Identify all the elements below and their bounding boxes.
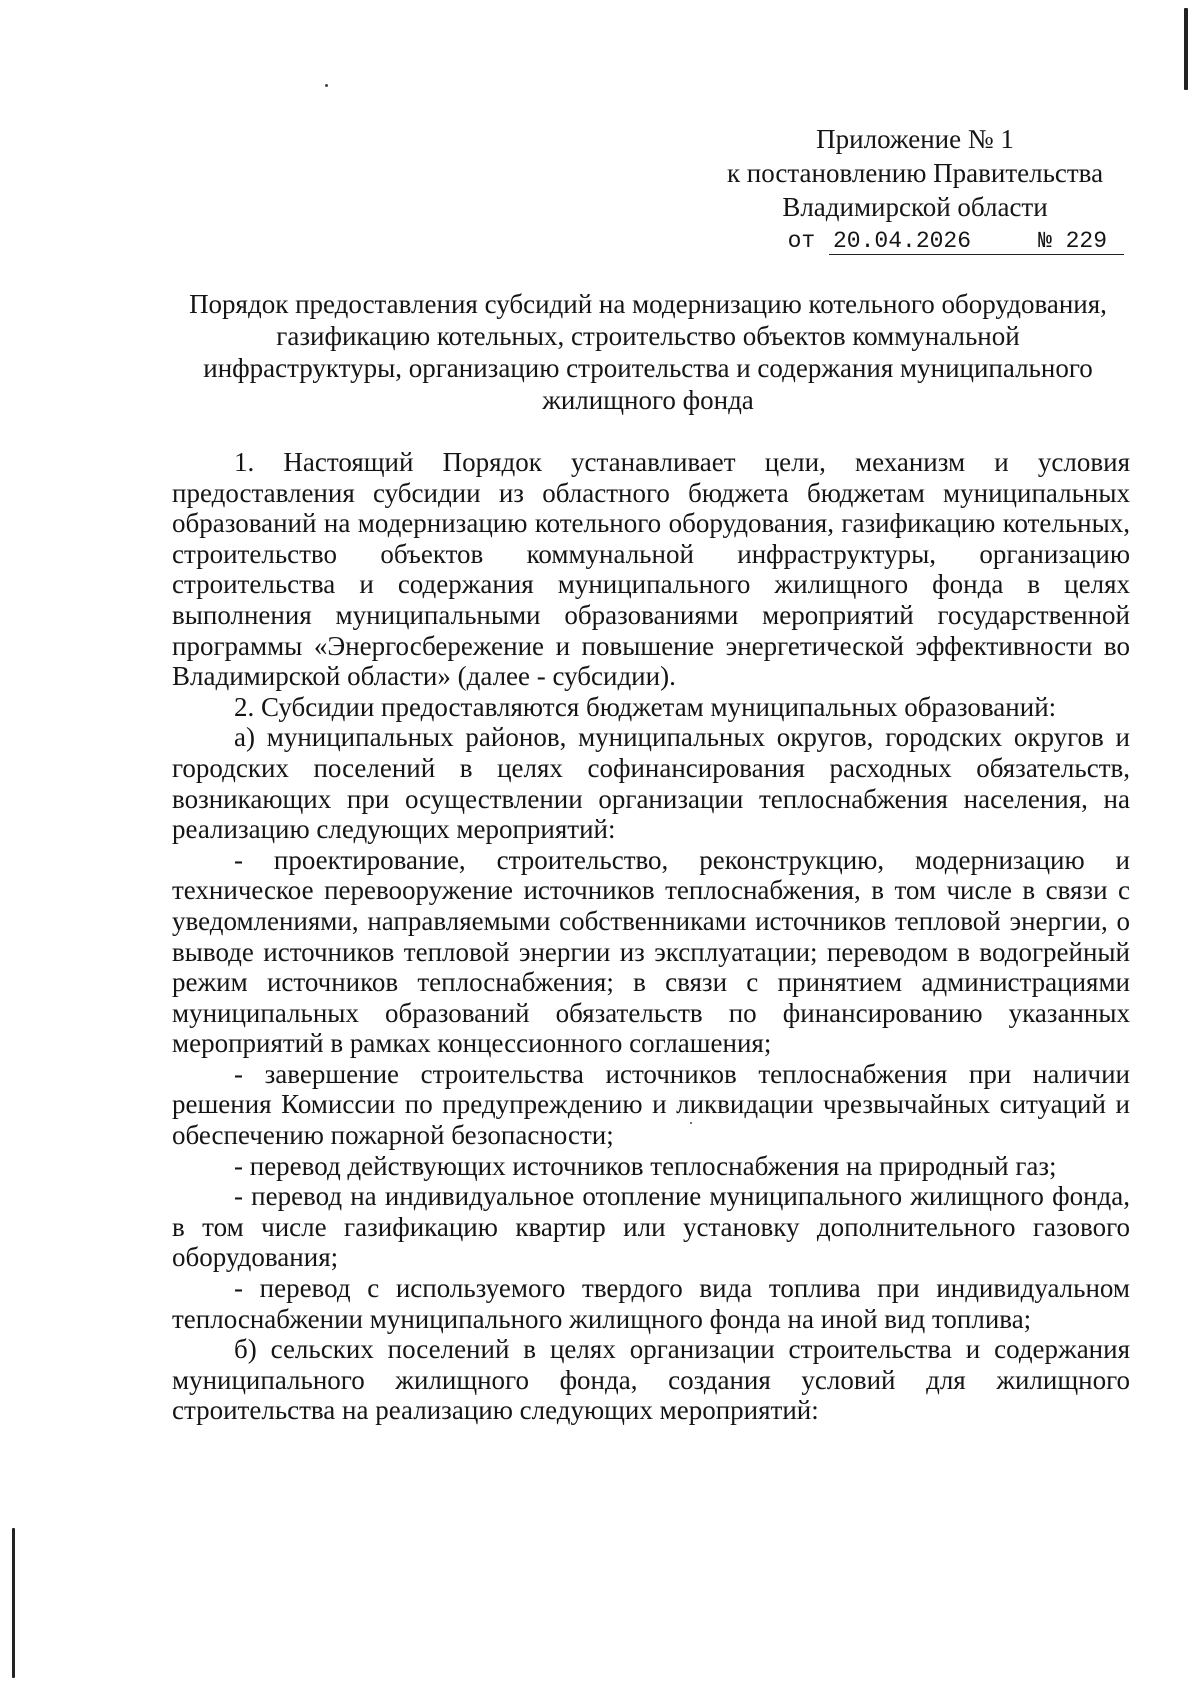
list-item-gas-conversion: - перевод действующих источников теплоснабжения на природный газ; [234,1150,1057,1181]
scan-speck [325,84,328,87]
list-item-completion-construction: - завершение строительства источников теплоснабжения при наличии решения Комиссии по предупреждению и ликвидации чрезвычайных ситуаций и обеспечению пожарной безопасности; [172,1058,1130,1151]
resolution-number: 229 [1065,228,1108,254]
date-prefix: от [787,228,816,254]
resolution-number-field [1038,228,1124,255]
title-line: инфраструктуры, организацию строительства и содержания муниципального [203,353,1093,383]
list-item-fuel-change: - перевод с используемого твердого вида топлива при индивидуальном теплоснабжении муниципального жилищного фонда на иной вид топлива; [172,1273,1130,1334]
list-item-individual-heating: - перевод на индивидуальное отопление муниципального жилищного фонда, в том числе газификацию квартир или установку дополнительного газового оборудования; [172,1181,1130,1273]
number-prefix: № [1038,228,1052,254]
list-item-design-construction: - проектирование, строительство, реконструкцию, модернизацию и техническое перевооружение источников теплоснабжения, в том числе в связи с уведомлениями, направляемыми собственниками источников тепловой энергии, о выводе источников тепловой энергии из эксплуатации; переводом в водогрейный режим источников теплоснабжения; в связи с принятием администрациями муниципальных образований обязательств по финансированию указанных мероприятий в рамках концессионного соглашения; [172,844,1130,1059]
document-title [168,288,1128,416]
scan-edge-mark-bottom-left [12,1528,15,1678]
appendix-header [700,122,1130,258]
paragraph-2a: а) муниципальных районов, муниципальных округов, городских округов и городских поселений в целях софинансирования расходных обязательств, возникающих при осуществлении организации теплоснабжения населения, на реализацию следующих мероприятий: [172,722,1130,845]
appendix-number: Приложение № 1 [816,124,1014,154]
title-line: Порядок предоставления субсидий на модернизацию котельного оборудования, [189,289,1107,319]
scan-edge-mark-top-right [1184,8,1188,90]
region-name: Владимирской области [782,192,1048,222]
paragraph-1: 1. Настоящий Порядок устанавливает цели, механизм и условия предоставления субсидии из областного бюджета бюджетам муниципальных образований на модернизацию котельного оборудования, газификацию котельных, строительство объектов коммунальной инфраструктуры, организацию строительства и содержания муниципального жилищного фонда в целях выполнения муниципальными образованиями мероприятий государственной программы «Энергосбережение и повышение энергетической эффективности во Владимирской области» (далее - субсидии). [172,447,1130,692]
approval-line [700,224,1130,258]
resolution-reference: к постановлению Правительства [726,158,1104,188]
document-body [172,447,1130,1426]
title-line: газификацию котельных, строительство объектов коммунальной [276,321,1020,351]
paragraph-2b: б) сельских поселений в целях организации строительства и содержания муниципального жилищного фонда, создания условий для жилищного строительства на реализацию следующих мероприятий: [172,1334,1130,1426]
title-line: жилищного фонда [542,385,754,415]
resolution-date: 20.04.2026 [829,228,1038,255]
paragraph-2: 2. Субсидии предоставляются бюджетам муниципальных образований: [234,691,1057,722]
